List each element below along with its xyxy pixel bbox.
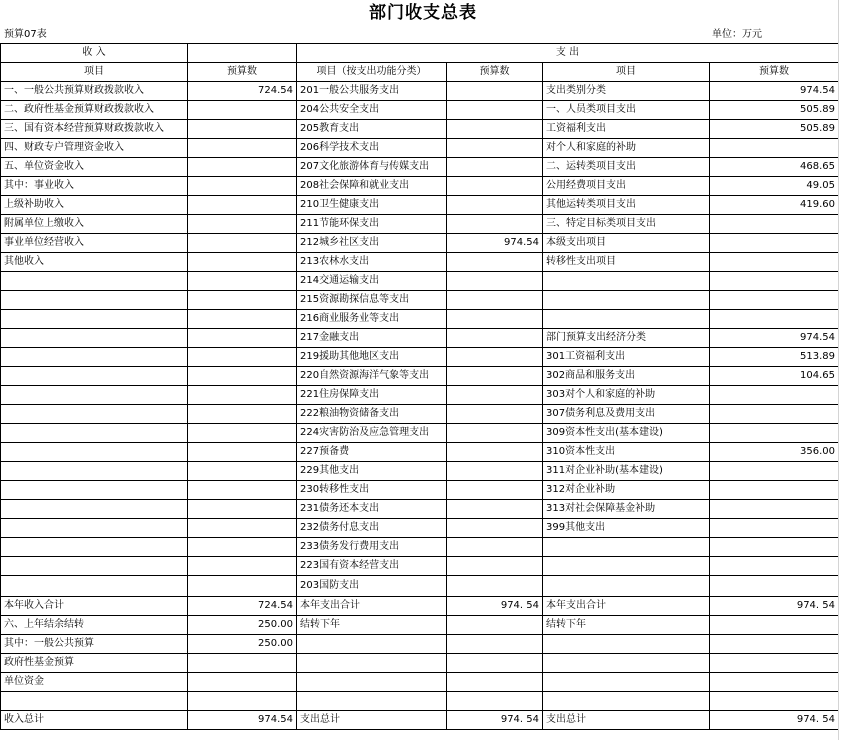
type-item-cell (543, 310, 710, 329)
income-value-cell (188, 234, 297, 253)
income-item-cell: 一、一般公共预算财政拨款收入 (1, 82, 188, 101)
empty-cell (447, 673, 543, 692)
type-item-header: 项目 (543, 63, 710, 82)
type-grand-total-label: 支出总计 (543, 711, 710, 730)
type-value-cell (710, 253, 839, 272)
func-value-cell (447, 310, 543, 329)
func-item-cell: 227预备费 (297, 443, 447, 462)
empty-cell (188, 386, 297, 405)
type-value-cell (710, 519, 839, 538)
table-row (1, 139, 839, 158)
type-value-cell: 104.65 (710, 367, 839, 386)
empty-cell (1, 424, 188, 443)
empty-cell (1, 386, 188, 405)
func-item-cell: 216商业服务业等支出 (297, 310, 447, 329)
empty-cell (1, 481, 188, 500)
type-value-cell (710, 557, 839, 576)
income-grand-total-value: 974.54 (188, 711, 297, 730)
type-value-cell (710, 481, 839, 500)
func-value-cell (447, 82, 543, 101)
summary-row (1, 635, 839, 654)
income-value-cell (188, 158, 297, 177)
func-item-cell: 222粮油物资储备支出 (297, 405, 447, 424)
empty-cell (188, 272, 297, 291)
income-item-header: 项目 (1, 63, 188, 82)
income-item-cell: 附属单位上缴收入 (1, 215, 188, 234)
summary-row (1, 692, 839, 711)
func-item-cell: 210卫生健康支出 (297, 196, 447, 215)
table-row (1, 348, 839, 367)
empty-cell (188, 576, 297, 597)
budget-table (0, 43, 839, 730)
empty-cell (188, 424, 297, 443)
func-value-cell (447, 253, 543, 272)
type-item-cell: 307债务利息及费用支出 (543, 405, 710, 424)
income-value-cell (188, 253, 297, 272)
empty-cell (188, 443, 297, 462)
unit-label: 单位：万元 (712, 29, 762, 40)
empty-cell (188, 310, 297, 329)
type-item-cell: 309资本性支出(基本建设) (543, 424, 710, 443)
empty-cell (543, 654, 710, 673)
func-grand-total-value: 974. 54 (447, 711, 543, 730)
func-item-cell: 207文化旅游体育与传媒支出 (297, 158, 447, 177)
type-item-cell: 302商品和服务支出 (543, 367, 710, 386)
func-value-cell (447, 519, 543, 538)
type-value-cell (710, 291, 839, 310)
func-item-cell: 224灾害防治及应急管理支出 (297, 424, 447, 443)
func-value-cell: 974.54 (447, 234, 543, 253)
type-value-cell (710, 386, 839, 405)
func-item-cell: 213农林水支出 (297, 253, 447, 272)
summary-row (1, 654, 839, 673)
table-row (1, 462, 839, 481)
func-value-cell (447, 424, 543, 443)
type-item-cell (543, 291, 710, 310)
income-section-header: 收 入 (1, 44, 188, 63)
func-value-cell (447, 139, 543, 158)
type-item-cell: 对个人和家庭的补助 (543, 139, 710, 158)
type-value-cell (710, 215, 839, 234)
empty-cell (1, 348, 188, 367)
empty-cell (188, 348, 297, 367)
func-item-cell: 231债务还本支出 (297, 500, 447, 519)
empty-cell (1, 443, 188, 462)
func-item-cell: 215资源勘探信息等支出 (297, 291, 447, 310)
empty-cell (543, 673, 710, 692)
empty-cell (1, 367, 188, 386)
type-value-cell: 419.60 (710, 196, 839, 215)
func-item-cell: 214交通运输支出 (297, 272, 447, 291)
func-value-cell (447, 557, 543, 576)
carry-unit-label: 单位资金 (1, 673, 188, 692)
table-row (1, 481, 839, 500)
table-row (1, 557, 839, 576)
empty-cell (710, 635, 839, 654)
carry-general-label: 其中：一般公共预算 (1, 635, 188, 654)
type-item-cell (543, 576, 710, 597)
func-value-cell (447, 405, 543, 424)
type-value-cell (710, 405, 839, 424)
empty-cell (1, 272, 188, 291)
section-header-row (1, 44, 839, 63)
carry-out-label-2: 结转下年 (543, 616, 710, 635)
type-item-cell: 其他运转类项目支出 (543, 196, 710, 215)
income-item-cell: 二、政府性基金预算财政拨款收入 (1, 101, 188, 120)
empty-cell (1, 462, 188, 481)
type-value-cell (710, 310, 839, 329)
table-row (1, 367, 839, 386)
type-item-cell: 工资福利支出 (543, 120, 710, 139)
income-value-cell (188, 120, 297, 139)
type-item-cell: 313对社会保障基金补助 (543, 500, 710, 519)
empty-cell (188, 692, 297, 711)
func-value-cell (447, 101, 543, 120)
type-grand-total-value: 974. 54 (710, 711, 839, 730)
table-row (1, 234, 839, 253)
type-item-cell (543, 272, 710, 291)
type-value-cell: 356.00 (710, 443, 839, 462)
income-value-cell (188, 139, 297, 158)
empty-cell (188, 538, 297, 557)
table-row (1, 215, 839, 234)
func-value-cell (447, 462, 543, 481)
empty-cell (188, 481, 297, 500)
empty-cell (188, 557, 297, 576)
carry-fund-label: 政府性基金预算 (1, 654, 188, 673)
empty-cell (447, 692, 543, 711)
func-item-cell: 220自然资源海洋气象等支出 (297, 367, 447, 386)
func-item-cell: 229其他支出 (297, 462, 447, 481)
empty-cell (447, 635, 543, 654)
table-row (1, 329, 839, 348)
empty-cell (1, 310, 188, 329)
func-value-cell (447, 576, 543, 597)
func-value-cell (447, 538, 543, 557)
empty-cell (1, 405, 188, 424)
table-row (1, 405, 839, 424)
sheet-edge (838, 0, 846, 740)
func-item-cell: 233债务发行费用支出 (297, 538, 447, 557)
func-value-cell (447, 215, 543, 234)
func-value-cell (447, 386, 543, 405)
table-row (1, 310, 839, 329)
empty-cell (710, 692, 839, 711)
empty-cell (188, 654, 297, 673)
type-item-cell: 399其他支出 (543, 519, 710, 538)
empty-cell (297, 654, 447, 673)
empty-cell (710, 654, 839, 673)
func-value-cell (447, 196, 543, 215)
type-value-cell (710, 538, 839, 557)
type-year-total-value: 974. 54 (710, 597, 839, 616)
income-item-cell: 四、财政专户管理资金收入 (1, 139, 188, 158)
table-row (1, 101, 839, 120)
func-value-cell (447, 329, 543, 348)
empty-cell (188, 519, 297, 538)
empty-cell (1, 329, 188, 348)
empty-cell (710, 616, 839, 635)
income-value-cell (188, 101, 297, 120)
income-item-cell: 事业单位经营收入 (1, 234, 188, 253)
empty-cell (188, 291, 297, 310)
table-row (1, 177, 839, 196)
carry-in-value: 250.00 (188, 616, 297, 635)
carry-out-label: 结转下年 (297, 616, 447, 635)
empty-cell (1, 291, 188, 310)
page-title: 部门收支总表 (369, 3, 477, 23)
func-item-header: 项目（按支出功能分类） (297, 63, 447, 82)
func-item-cell: 201一般公共服务支出 (297, 82, 447, 101)
table-row (1, 253, 839, 272)
table-row (1, 120, 839, 139)
func-item-cell: 212城乡社区支出 (297, 234, 447, 253)
income-value-cell (188, 196, 297, 215)
func-item-cell: 208社会保障和就业支出 (297, 177, 447, 196)
empty-cell (297, 673, 447, 692)
empty-cell (447, 616, 543, 635)
type-value-cell: 513.89 (710, 348, 839, 367)
table-row (1, 500, 839, 519)
empty-cell (543, 635, 710, 654)
func-budget-header: 预算数 (447, 63, 543, 82)
type-item-cell: 二、运转类项目支出 (543, 158, 710, 177)
func-value-cell (447, 272, 543, 291)
income-item-cell: 三、国有资本经营预算财政拨款收入 (1, 120, 188, 139)
income-item-cell: 其他收入 (1, 253, 188, 272)
type-item-cell: 一、人员类项目支出 (543, 101, 710, 120)
income-grand-total-label: 收入总计 (1, 711, 188, 730)
form-number: 预算07表 (4, 29, 47, 40)
type-item-cell (543, 557, 710, 576)
type-value-cell (710, 272, 839, 291)
type-item-cell: 转移性支出项目 (543, 253, 710, 272)
type-budget-header: 预算数 (710, 63, 839, 82)
func-value-cell (447, 291, 543, 310)
type-value-cell (710, 576, 839, 597)
func-value-cell (447, 177, 543, 196)
type-value-cell: 505.89 (710, 101, 839, 120)
type-value-cell: 974.54 (710, 329, 839, 348)
empty-cell (1, 538, 188, 557)
type-item-cell: 303对个人和家庭的补助 (543, 386, 710, 405)
type-item-cell: 311对企业补助(基本建设) (543, 462, 710, 481)
empty-cell (1, 692, 188, 711)
table-row (1, 196, 839, 215)
empty-cell (1, 576, 188, 597)
table-row (1, 291, 839, 310)
type-value-cell (710, 139, 839, 158)
income-value-cell: 724.54 (188, 82, 297, 101)
type-value-cell: 468.65 (710, 158, 839, 177)
table-row (1, 82, 839, 101)
func-item-cell: 232债务付息支出 (297, 519, 447, 538)
type-value-cell: 505.89 (710, 120, 839, 139)
type-value-cell: 49.05 (710, 177, 839, 196)
func-value-cell (447, 367, 543, 386)
func-item-cell: 221住房保障支出 (297, 386, 447, 405)
summary-row (1, 673, 839, 692)
func-year-total-label: 本年支出合计 (297, 597, 447, 616)
func-item-cell: 204公共安全支出 (297, 101, 447, 120)
empty-cell (1, 557, 188, 576)
empty-cell (297, 692, 447, 711)
empty-cell (188, 367, 297, 386)
type-item-cell: 312对企业补助 (543, 481, 710, 500)
func-value-cell (447, 481, 543, 500)
type-item-cell: 三、特定目标类项目支出 (543, 215, 710, 234)
summary-row (1, 597, 839, 616)
table-row (1, 519, 839, 538)
func-value-cell (447, 500, 543, 519)
column-header-row (1, 63, 839, 82)
empty-cell (188, 673, 297, 692)
func-item-cell: 230转移性支出 (297, 481, 447, 500)
type-item-cell: 支出类别分类 (543, 82, 710, 101)
income-item-cell: 上级补助收入 (1, 196, 188, 215)
carry-in-label: 六、上年结余结转 (1, 616, 188, 635)
table-row (1, 158, 839, 177)
func-grand-total-label: 支出总计 (297, 711, 447, 730)
empty-cell (1, 500, 188, 519)
func-item-cell: 223国有资本经营支出 (297, 557, 447, 576)
func-item-cell: 219援助其他地区支出 (297, 348, 447, 367)
type-item-cell: 本级支出项目 (543, 234, 710, 253)
type-item-cell: 301工资福利支出 (543, 348, 710, 367)
func-item-cell: 203国防支出 (297, 576, 447, 597)
func-item-cell: 217金融支出 (297, 329, 447, 348)
type-value-cell (710, 500, 839, 519)
empty-cell (188, 405, 297, 424)
type-value-cell (710, 424, 839, 443)
income-year-total-value: 724.54 (188, 597, 297, 616)
grand-total-row (1, 711, 839, 730)
func-year-total-value: 974. 54 (447, 597, 543, 616)
income-item-cell: 其中：事业收入 (1, 177, 188, 196)
table-row (1, 386, 839, 405)
income-value-cell (188, 177, 297, 196)
income-budget-header: 预算数 (188, 63, 297, 82)
func-value-cell (447, 443, 543, 462)
empty-cell (543, 692, 710, 711)
func-item-cell: 206科学技术支出 (297, 139, 447, 158)
table-row (1, 576, 839, 597)
type-value-cell (710, 234, 839, 253)
type-year-total-label: 本年支出合计 (543, 597, 710, 616)
empty-cell (188, 329, 297, 348)
type-item-cell: 公用经费项目支出 (543, 177, 710, 196)
empty-cell (188, 462, 297, 481)
type-value-cell: 974.54 (710, 82, 839, 101)
func-value-cell (447, 158, 543, 177)
func-item-cell: 205教育支出 (297, 120, 447, 139)
expense-section-header: 支 出 (297, 44, 839, 63)
type-value-cell (710, 462, 839, 481)
func-value-cell (447, 120, 543, 139)
empty-cell (710, 673, 839, 692)
carry-general-value: 250.00 (188, 635, 297, 654)
table-row (1, 443, 839, 462)
type-item-cell (543, 538, 710, 557)
income-item-cell: 五、单位资金收入 (1, 158, 188, 177)
income-year-total-label: 本年收入合计 (1, 597, 188, 616)
empty-cell (297, 635, 447, 654)
func-value-cell (447, 348, 543, 367)
func-item-cell: 211节能环保支出 (297, 215, 447, 234)
type-item-cell: 310资本性支出 (543, 443, 710, 462)
table-row (1, 272, 839, 291)
table-row (1, 424, 839, 443)
type-item-cell: 部门预算支出经济分类 (543, 329, 710, 348)
summary-row (1, 616, 839, 635)
empty-cell (188, 500, 297, 519)
table-row (1, 538, 839, 557)
empty-cell (447, 654, 543, 673)
income-value-cell (188, 215, 297, 234)
empty-cell (1, 519, 188, 538)
